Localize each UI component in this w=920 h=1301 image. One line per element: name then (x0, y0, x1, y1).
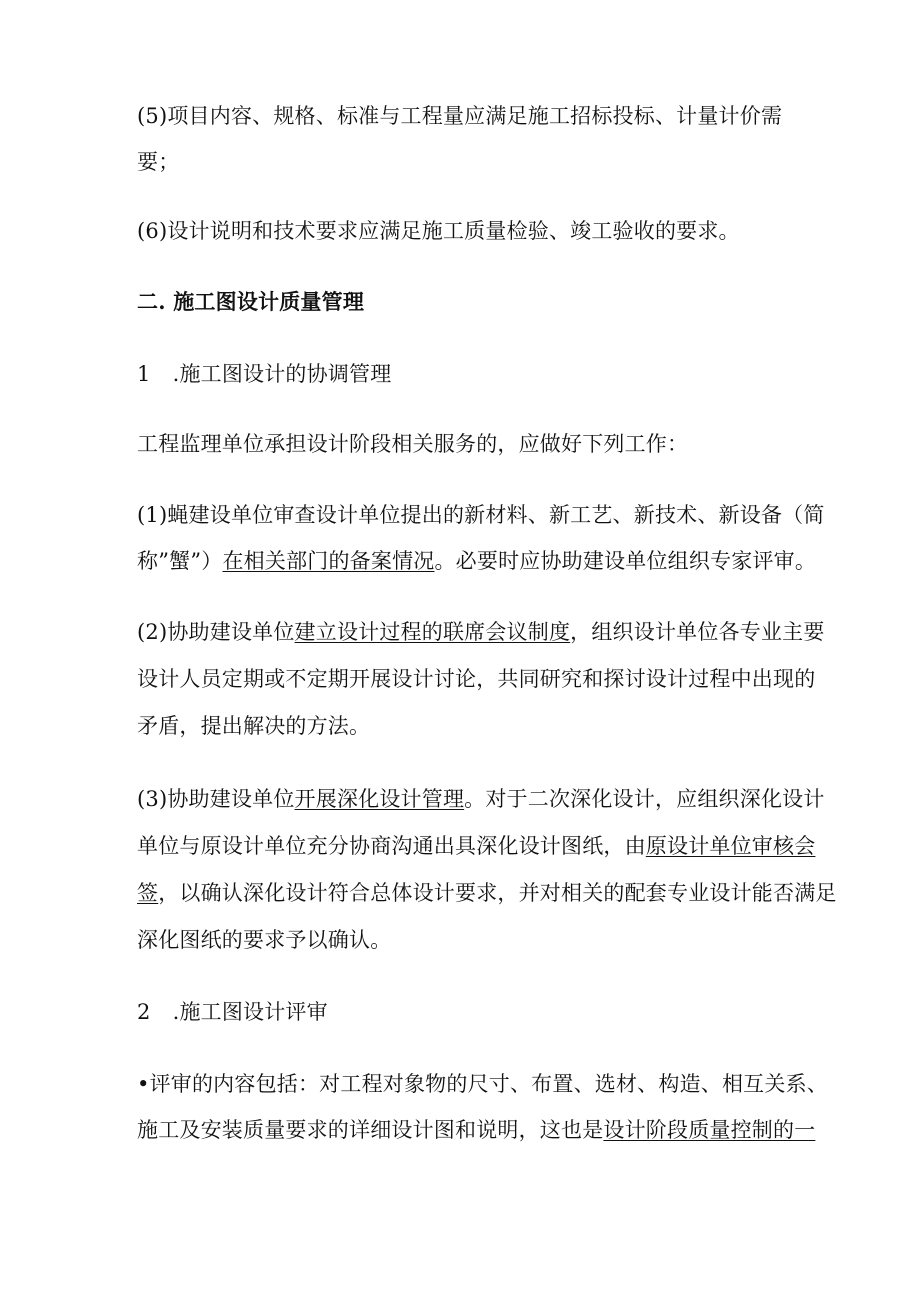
para3-line3-underlined-text: 签 (137, 881, 159, 905)
para2-line3: 矛盾，提出解决的方法。 (137, 714, 371, 738)
para3-line2-text: 单位与原设计单位充分协商沟通出具深化设计图纸，由 (137, 834, 646, 858)
item5-line1: (5)项目内容、规格、标准与工程量应满足施工招标投标、计量计价需 (137, 104, 783, 128)
para3-line1-tail: 。对于二次深化设计，应组织深化设计 (464, 787, 825, 811)
para2-line1 (137, 619, 825, 645)
para1-line1: (1)蝇建设单位审查设计单位提出的新材料、新工艺、新技术、新设备（简 (137, 503, 825, 527)
subsection-1-title: .施工图设计的协调管理 (172, 362, 392, 386)
para2-line1-tail: ，组织设计单位各专业主要 (570, 620, 825, 644)
para2-line1-text: (2)协助建设单位 (137, 620, 295, 644)
para3-line3-tail: ，以确认深化设计符合总体设计要求，并对相关的配套专业设计能否满足 (158, 881, 837, 905)
para3-line1-text: (3)协助建设单位 (137, 787, 295, 811)
review-line2-text: 施工及安装质量要求的详细设计图和说明，这也是 (137, 1118, 604, 1142)
subsection-2-heading (137, 999, 328, 1025)
item5-line2: 要； (137, 150, 180, 174)
subsection-2-number: 2 (137, 1000, 151, 1024)
para3-line2 (137, 833, 815, 859)
para3-line1 (137, 786, 825, 812)
para3-line2-underlined-text: 原设计单位审核会 (645, 834, 816, 858)
subsection-1-number: 1 (137, 362, 151, 386)
para2-line2: 设计人员定期或不定期开展设计讨论，共同研究和探讨设计过程中出现的 (137, 667, 816, 691)
review-underlined-text: 设计阶段质量控制的一 (603, 1118, 816, 1142)
para3-line4: 深化图纸的要求予以确认。 (137, 928, 392, 952)
para2-underlined-text: 建立设计过程的联席会议制度 (294, 620, 571, 644)
para3-line3 (137, 880, 837, 906)
subsection-1-heading (137, 361, 391, 387)
para1-line2-tail: 。必要时应协助建设单位组织专家评审。 (434, 549, 817, 573)
subsection-2-title: .施工图设计评审 (172, 1000, 328, 1024)
item6-line1: (6)设计说明和技术要求应满足施工质量检验、竣工验收的要求。 (137, 219, 740, 243)
review-line2 (137, 1117, 815, 1143)
para1-underlined-text: 在相关部门的备案情况 (222, 549, 435, 573)
para3-underlined-text: 开展深化设计管理 (294, 787, 465, 811)
section-heading: 二. 施工图设计质量管理 (137, 289, 365, 314)
para1-line2 (137, 548, 816, 574)
review-line1: •评审的内容包括：对工程对象物的尺寸、布置、选材、构造、相互关系、 (137, 1072, 828, 1096)
para1-line2-text: 称”蟹”） (137, 549, 223, 573)
intro-paragraph: 工程监理单位承担设计阶段相关服务的，应做好下列工作： (137, 432, 689, 456)
